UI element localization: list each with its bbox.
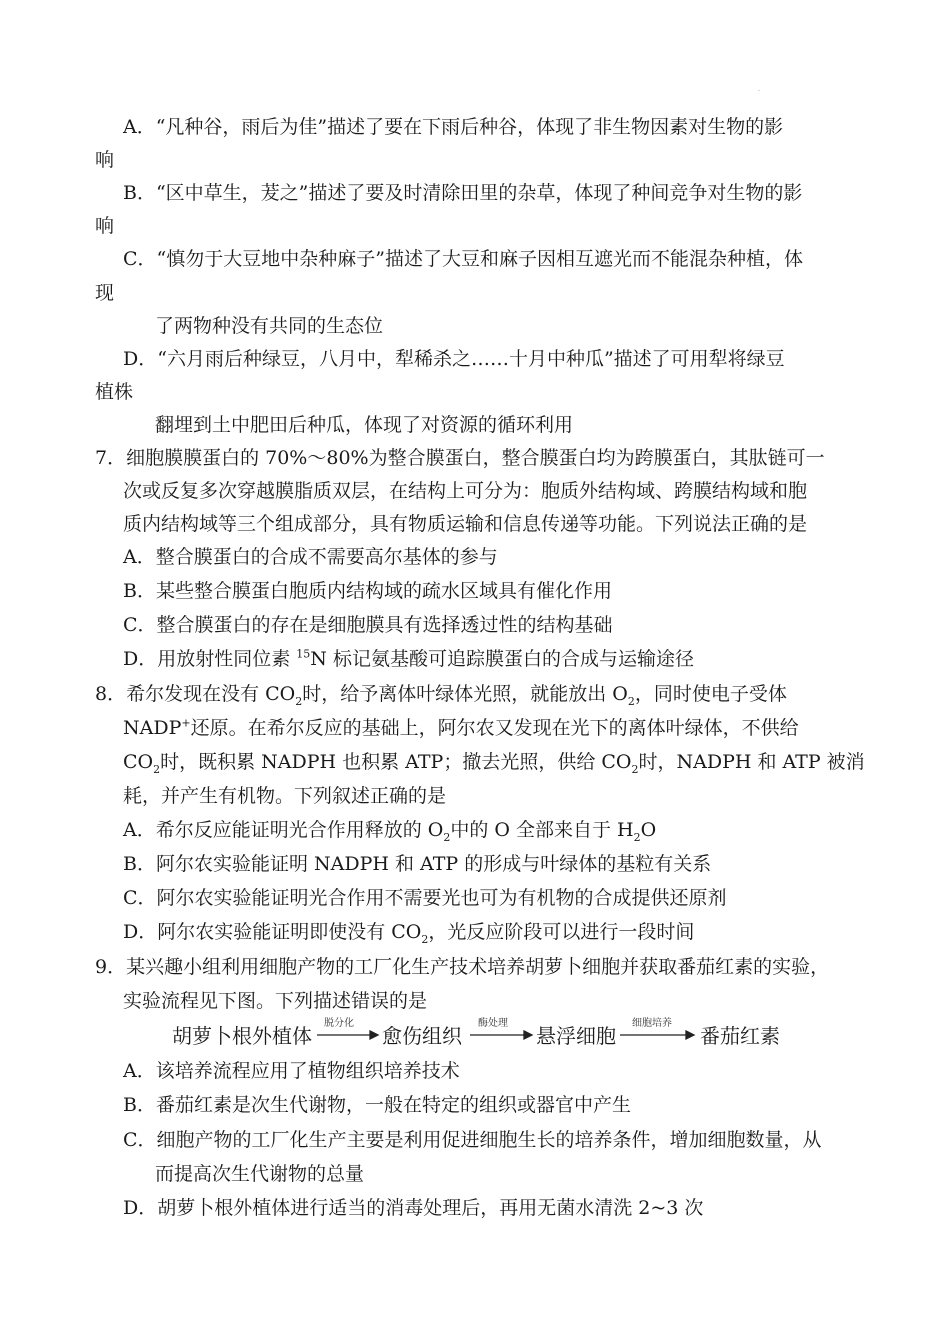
flow-arrow-1-head [370, 1031, 378, 1039]
q8-stem-3: $CO_2$时，既积累 NADPH 也积累 ATP；撤去光照，供给 $CO_2$时，NADPH 和 ATP 被消 [123, 751, 865, 776]
flow-label-cell-culture: 细胞培养 [632, 1018, 672, 1029]
q6-option-a-wrap: 响 [95, 149, 115, 171]
q9-option-c-cont: 而提高次生代谢物的总量 [155, 1163, 365, 1185]
q7-stem-3: 质内结构域等三个组成部分，具有物质运输和信息传递等功能。下列说法正确的是 [123, 513, 808, 535]
q9-option-d: D．胡萝卜根外植体进行适当的消毒处理后，再用无菌水清洗 2~3 次 [123, 1197, 704, 1219]
q6-option-b: B．“区中草生，茇之”描述了要及时清除田里的杂草，体现了种间竞争对生物的影 [123, 182, 803, 204]
flow-node-callus: 愈伤组织 [382, 1024, 462, 1048]
q8-stem-1: 8．希尔发现在没有 $CO_2$时，给予离体叶绿体光照，就能放出 $O_2$，同时使电子受体 [95, 683, 787, 708]
q8-option-c: C．阿尔农实验能证明光合作用不需要光也可为有机物的合成提供还原剂 [123, 887, 727, 909]
q6-option-c-cont: 了两物种没有共同的生态位 [155, 315, 384, 337]
q6-option-d-cont: 翻埋到土中肥田后种瓜，体现了对资源的循环利用 [155, 414, 574, 436]
q8-stem-4: 耗，并产生有机物。下列叙述正确的是 [123, 785, 447, 807]
q8-option-a: A．希尔反应能证明光合作用释放的 $O_2$中的 O 全部来自于 $H_2O$ [123, 819, 657, 844]
q9-option-a: A．该培养流程应用了植物组织培养技术 [123, 1060, 460, 1082]
q9-option-b: B．番茄红素是次生代谢物，一般在特定的组织或器官中产生 [123, 1094, 631, 1116]
q7-option-c: C．整合膜蛋白的存在是细胞膜具有选择透过性的结构基础 [123, 614, 613, 636]
q8-option-b: B．阿尔农实验能证明 NADPH 和 ATP 的形成与叶绿体的基粒有关系 [123, 853, 712, 875]
page-mark: · [758, 88, 760, 95]
flow-node-suspension-cells: 悬浮细胞 [536, 1024, 616, 1048]
q6-option-b-wrap: 响 [95, 215, 115, 237]
q9-option-c: C．细胞产物的工厂化生产主要是利用促进细胞生长的培养条件，增加细胞数量，从 [123, 1129, 822, 1151]
q7-option-a: A．整合膜蛋白的合成不需要高尔基体的参与 [123, 546, 498, 568]
q8-option-d: D．阿尔农实验能证明即使没有 $CO_2$，光反应阶段可以进行一段时间 [123, 921, 695, 946]
flow-node-explant: 胡萝卜根外植体 [172, 1024, 312, 1048]
q7-stem-1: 7．细胞膜膜蛋白的 70%～80%为整合膜蛋白，整合膜蛋白均为跨膜蛋白，其肽链可一 [95, 447, 825, 469]
flow-arrow-2-head [524, 1031, 532, 1039]
q6-option-d-wrap: 植株 [95, 381, 134, 403]
flow-label-enzyme: 酶处理 [478, 1018, 508, 1029]
q9-stem-2: 实验流程见下图。下列描述错误的是 [123, 990, 428, 1012]
q7-option-d: D．用放射性同位素 $^{15}$N 标记氨基酸可追踪膜蛋白的合成与运输途径 [123, 647, 694, 670]
q8-stem-2: NADP+还原。在希尔反应的基础上，阿尔农又发现在光下的离体叶绿体，不供给 [123, 716, 799, 739]
q7-stem-2: 次或反复多次穿越膜脂质双层，在结构上可分为：胞质外结构域、跨膜结构域和胞 [123, 480, 808, 502]
q6-option-d: D．“六月雨后种绿豆，八月中，犁稀杀之……十月中种瓜”描述了可用犁将绿豆 [123, 348, 785, 370]
q6-option-c-wrap: 现 [95, 282, 115, 304]
process-flow-diagram [172, 1018, 792, 1048]
flow-arrow-3-head [686, 1031, 694, 1039]
q6-option-c: C．“慎勿于大豆地中杂种麻子”描述了大豆和麻子因相互遮光而不能混杂种植，体 [123, 248, 803, 270]
q6-option-a: A．“凡种谷，雨后为佳”描述了要在下雨后种谷，体现了非生物因素对生物的影 [123, 116, 784, 138]
flow-node-lycopene: 番茄红素 [700, 1024, 780, 1048]
q7-option-b: B．某些整合膜蛋白胞质内结构域的疏水区域具有催化作用 [123, 580, 612, 602]
q9-stem-1: 9．某兴趣小组利用细胞产物的工厂化生产技术培养胡萝卜细胞并获取番茄红素的实验， [95, 956, 830, 978]
flow-label-dedifferentiation: 脱分化 [324, 1018, 354, 1029]
